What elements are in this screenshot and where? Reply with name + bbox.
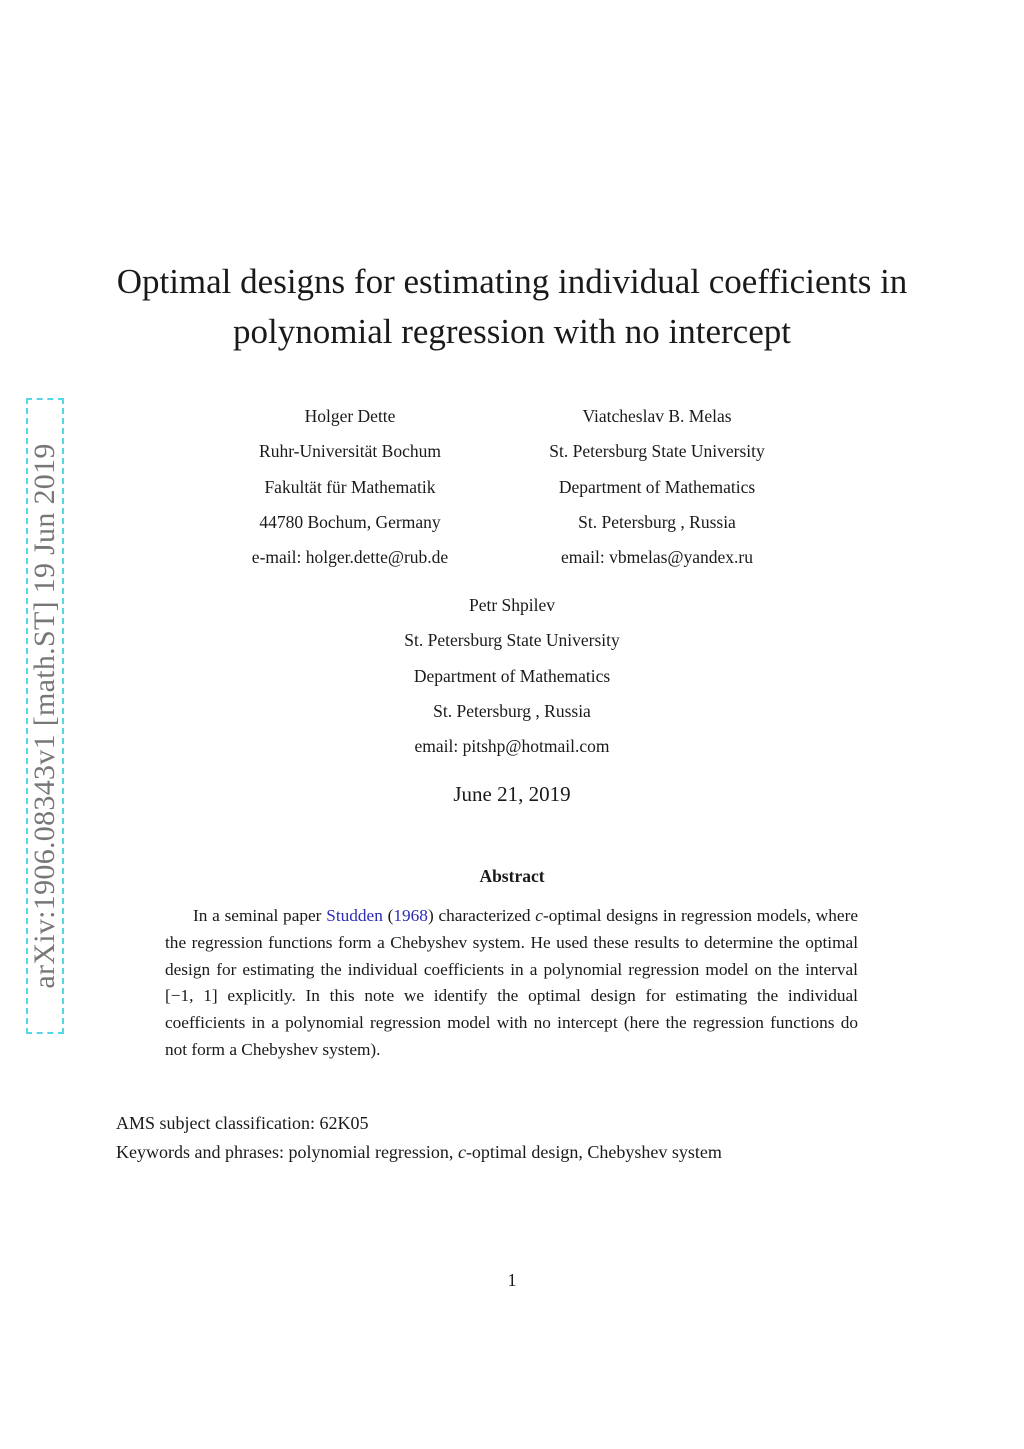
author-email: e-mail: holger.dette@rub.de: [251, 547, 449, 568]
author-affiliation: St. Petersburg State University: [404, 630, 620, 651]
math-variable-c: c: [535, 906, 543, 925]
title-line-1: Optimal designs for estimating individual coefficients in: [116, 262, 908, 301]
citation-link-year[interactable]: 1968: [393, 906, 428, 925]
arxiv-stamp-text: arXiv:1906.08343v1 [math.ST] 19 Jun 2019: [28, 443, 61, 989]
author-address: St. Petersburg , Russia: [433, 700, 591, 721]
keywords-text: -optimal design, Chebyshev system: [465, 1142, 722, 1162]
abstract-text: -optimal designs in regression models, where the regression functions form a Chebyshev system. He used these results to determine the optimal design for estimating the individual coefficients in a polynomial regression model on the interval [−1, 1] explicitly. In this note we identify the optimal design for estimating the individual coefficients in a polynomial regression model with no intercept (here the regression functions do not form a Chebyshev system).: [165, 906, 859, 1059]
abstract-text: (: [382, 906, 394, 925]
author-name: Viatcheslav B. Melas: [582, 406, 732, 426]
title-line-2: polynomial regression with no intercept: [233, 312, 791, 351]
paper-date: June 21, 2019: [453, 782, 571, 806]
author-affiliation: Ruhr-Universität Bochum: [259, 441, 441, 462]
keywords-text: Keywords and phrases: polynomial regression,: [116, 1142, 458, 1162]
abstract-body: [165, 903, 858, 1064]
author-department: Department of Mathematics: [413, 665, 611, 686]
author-block-dette: [220, 399, 480, 575]
abstract-text: ) characterized: [427, 906, 536, 925]
author-email: email: vbmelas@yandex.ru: [560, 547, 754, 568]
author-block-melas: [500, 399, 814, 575]
author-department: Fakultät für Mathematik: [264, 476, 436, 497]
abstract-text: In a seminal paper: [193, 906, 327, 925]
page-number: 1: [507, 1270, 517, 1290]
paper-title: [90, 257, 934, 357]
author-name: Holger Dette: [304, 406, 396, 426]
ams-classification: AMS subject classification: 62K05: [116, 1113, 369, 1133]
author-address: St. Petersburg , Russia: [578, 511, 736, 532]
abstract-heading: Abstract: [479, 866, 545, 886]
author-email: email: pitshp@hotmail.com: [414, 736, 610, 757]
keywords-line: [116, 1142, 722, 1163]
citation-link-studden[interactable]: Studden: [326, 906, 383, 925]
author-department: Department of Mathematics: [558, 476, 756, 497]
arxiv-stamp: [26, 398, 64, 1034]
author-block-shpilev: [340, 588, 684, 764]
math-variable-c: c: [457, 1142, 466, 1162]
author-name: Petr Shpilev: [468, 595, 556, 615]
author-address: 44780 Bochum, Germany: [259, 511, 441, 532]
author-affiliation: St. Petersburg State University: [549, 441, 765, 462]
